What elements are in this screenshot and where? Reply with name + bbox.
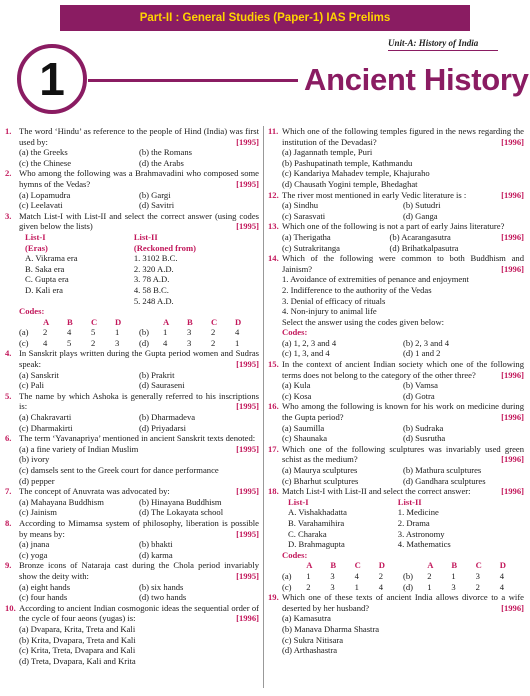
year-tag: [1995]: [236, 178, 259, 189]
codes-cell: (a): [282, 570, 292, 581]
option-b: (b) Hinayana Buddhism: [139, 496, 222, 507]
codes-label: Codes:: [19, 306, 45, 317]
year-tag: [1995]: [236, 443, 259, 454]
option-d: (d) Gandhara sculptures: [403, 475, 486, 486]
codes-cell: C: [354, 560, 361, 571]
question-text: Match List-I with List-II and select the correct answer:: [282, 486, 471, 497]
list-item: B. Varahamihira: [288, 517, 345, 528]
match-lists: [268, 497, 524, 550]
options: [5, 147, 259, 168]
option-a: (a) Kula: [282, 380, 311, 391]
year-tag: [1996]: [501, 136, 524, 147]
question-text: Which one of the following is not a part of early Jains literature?: [282, 221, 505, 232]
list-item: 3. Astronomy: [397, 528, 445, 539]
codes-cell: 2: [91, 337, 96, 348]
codes-cell: [282, 560, 306, 571]
year-tag: [1996]: [501, 369, 524, 380]
question-text: Who among the following was a Brahmavadini who composed some hymns of the Vedas?: [19, 168, 259, 189]
options: [5, 412, 259, 433]
list-item: D. Brahmagupta: [288, 539, 345, 550]
left-column: [5, 126, 259, 666]
option-a: (a) Kamasutra: [282, 613, 331, 624]
option-b: (b) Acarangasutra: [389, 231, 451, 242]
option-b: (b) six hands: [139, 581, 184, 592]
options: [268, 338, 524, 359]
list-1: [25, 232, 134, 306]
option-a: (a) jnana: [19, 539, 50, 550]
option-c: (c) Krita, Treta, Dvapara and Kali: [19, 645, 136, 656]
statement-item: 1. Avoidance of extremities of penance and enjoyment: [282, 274, 469, 285]
options: [268, 380, 524, 401]
question-number: 14.: [268, 253, 279, 264]
codes-cell: 2: [427, 570, 432, 581]
codes-cell: 2: [306, 581, 311, 592]
question-17: [268, 444, 524, 465]
codes-cell: 1: [306, 570, 311, 581]
option-a: (a) eight hands: [19, 581, 71, 592]
options: [5, 370, 259, 391]
question-number: 15.: [268, 359, 279, 370]
option-a: (a) Sindhu: [282, 200, 319, 211]
question-text: The river most mentioned in early Vedic literature is :: [282, 189, 467, 200]
option-a: (a) Lopamudra: [19, 189, 71, 200]
question-number: 17.: [268, 443, 279, 454]
list-item: 4. Mathematics: [397, 539, 451, 550]
codes-cell: 3: [187, 337, 192, 348]
codes-label: Codes:: [282, 327, 308, 338]
codes-cell: C: [91, 316, 98, 327]
option-d: (d) 1 and 2: [403, 348, 441, 359]
codes-cell: 4: [499, 581, 505, 592]
option-d: (d) Treta, Dvapara, Kali and Krita: [19, 655, 136, 666]
option-b: (b) Vamsa: [403, 380, 438, 391]
option-c: (c) the Chinese: [19, 157, 72, 168]
question-15: [268, 359, 524, 380]
question-text: The term ‘Yavanapriya’ mentioned in ancient Sanskrit texts denoted:: [19, 433, 256, 444]
option-b: (b) Mathura sculptures: [403, 465, 482, 475]
option-c: (c) Bharhut sculptures: [282, 475, 359, 486]
question-text: Which one of the following temples figured in the news regarding the institution of the Devadasi?: [282, 126, 524, 147]
question-number: 1.: [5, 126, 12, 136]
question-8: [5, 518, 259, 539]
codes-cell: B: [451, 560, 458, 571]
option-d: (d) two hands: [139, 592, 187, 603]
options: [5, 539, 259, 560]
chapter-title: Ancient History: [304, 62, 529, 97]
codes-cell: 4: [163, 337, 168, 348]
option-b: (b) ivory: [19, 454, 50, 465]
year-tag: [1995]: [236, 401, 259, 412]
question-number: 19.: [268, 592, 279, 603]
codes-cell: 2: [43, 327, 48, 338]
codes-cell: (b): [139, 327, 150, 338]
codes-cell: [19, 317, 43, 328]
codes-cell: 2: [378, 570, 384, 581]
options: [268, 200, 524, 221]
codes-cell: 2: [211, 327, 216, 338]
codes-cell: 1: [451, 570, 456, 581]
codes-cell: A: [427, 560, 434, 571]
codes-cell: D: [499, 560, 507, 571]
list-item: 5. 248 A.D.: [133, 295, 174, 306]
question-3: [5, 211, 259, 232]
option-b: (b) Gargi: [139, 189, 171, 200]
option-c: (c) Kandariya Mahadev temple, Khajuraho: [282, 168, 430, 179]
question-text: The concept of Anuvrata was advocated by:: [19, 486, 170, 497]
option-d: (d) Arthashastra: [282, 645, 338, 656]
year-tag: [1995]: [236, 486, 259, 497]
list-item: C. Charaka: [288, 528, 327, 539]
year-tag: [1996]: [501, 189, 524, 200]
question-text: Which one of these texts of ancient India allows divorce to a wife deserted by her husband?: [282, 592, 524, 613]
codes-cell: D: [115, 316, 122, 327]
option-b: (b) Sutudri: [403, 200, 441, 211]
codes-cell: A: [306, 560, 313, 571]
year-tag: [1995]: [236, 136, 259, 147]
codes-cell: [403, 560, 427, 571]
option-c: (c) Shaunaka: [282, 433, 328, 444]
question-12: [268, 190, 524, 201]
codes-cell: 4: [499, 570, 505, 581]
question-text: Which one of the following sculptures was invariably used green schist as the medium?: [282, 443, 524, 465]
options: [268, 423, 524, 444]
codes-cell: 3: [330, 581, 335, 592]
list-item: 1. Medicine: [397, 507, 439, 518]
year-tag: [1996]: [501, 231, 524, 242]
question-14: [268, 253, 524, 274]
question-1: [5, 126, 259, 147]
question-text: The name by which Ashoka is generally referred to his inscriptions is:: [19, 390, 259, 412]
codes-cell: 4: [43, 337, 48, 348]
chapter-rule: [88, 79, 298, 82]
list-item: 1. 3102 B.C.: [133, 253, 178, 264]
question-text: Who among the following is known for his work on medicine during the Gupta period?: [282, 401, 524, 423]
option-d: (d) Priyadarsi: [139, 422, 187, 433]
options: [5, 190, 259, 211]
list-2-heading: List-II: [133, 231, 158, 242]
options: [268, 465, 524, 486]
codes-cell: C: [475, 560, 482, 571]
options: [5, 497, 259, 518]
codes-cell: 4: [378, 581, 384, 592]
statement-item: 2. Indifference to the authority of the Vedas: [282, 284, 432, 295]
option-c: (c) Leelavati: [19, 200, 63, 211]
unit-label: Unit-A: History of India: [388, 38, 479, 48]
right-column: [268, 126, 524, 656]
option-b: (b) the Romans: [139, 147, 192, 158]
codes-cell: 3: [475, 570, 480, 581]
option-b: (b) 2, 3 and 4: [403, 337, 450, 348]
option-c: (c) damsels sent to the Greek court for dance performance: [19, 465, 219, 475]
question-number: 13.: [268, 221, 279, 232]
list-2-heading: List-II: [397, 496, 422, 507]
question-16: [268, 401, 524, 422]
option-c: (c) Pali: [19, 380, 45, 391]
column-divider: [263, 126, 264, 688]
option-d: (d) Brihatkalpasutra: [389, 242, 459, 253]
codes-cell: 1: [163, 327, 168, 338]
codes-cell: 5: [67, 337, 72, 348]
codes-cell: [139, 317, 163, 328]
question-5: [5, 391, 259, 412]
question-text: The word ‘Hindu’ as reference to the people of Hind (India) was first used by:: [19, 126, 259, 147]
question-19: [268, 592, 524, 613]
codes-cell: 1: [115, 327, 120, 338]
codes-cell: B: [67, 316, 73, 327]
option-c: (c) four hands: [19, 592, 68, 603]
list-item: 3. 78 A.D.: [133, 274, 170, 285]
codes-cell: 1: [235, 337, 240, 348]
options: [268, 232, 497, 253]
option-d: (d) Sauraseni: [139, 380, 185, 391]
question-text: In Sanskrit plays written during the Gupta period women and Sudras speak:: [19, 348, 259, 370]
list-item: B. Saka era: [25, 263, 65, 274]
option-a: (a) Saumilla: [282, 422, 325, 433]
codes-cell: 3: [187, 327, 192, 338]
option-b: (b) Prakrit: [139, 369, 175, 380]
option-c: (c) Sukra Nitisara: [282, 634, 344, 645]
question-text: Bronze icons of Nataraja cast during the Chola period invariably show the deity with:: [19, 560, 259, 581]
question-number: 4.: [5, 348, 12, 359]
question-number: 5.: [5, 390, 12, 401]
question-number: 18.: [268, 486, 279, 497]
question-text: Match List-I with List-II and select the correct answer (using codes given below the lists): [19, 210, 259, 232]
year-tag: [1996]: [501, 486, 524, 497]
year-tag: [1995]: [236, 570, 259, 581]
question-text: According to ancient Indian cosmogonic ideas the sequential order of the cycle of four aeons (yugas) is:: [19, 602, 259, 624]
list-item: A. Vikrama era: [25, 253, 78, 264]
option-c: (c) Jainism: [19, 507, 57, 518]
match-lists: [5, 232, 259, 306]
list-1-subheading: (Eras): [25, 242, 48, 253]
question-number: 12.: [268, 189, 279, 200]
option-d: (d) Ganga: [403, 210, 438, 221]
option-b: (b) Krita, Dvapara, Treta and Kali: [19, 634, 136, 645]
list-item: 4. 58 B.C.: [133, 284, 169, 295]
year-tag: [1995]: [236, 221, 259, 232]
codes-cell: A: [163, 316, 170, 327]
option-a: (a) Sanskrit: [19, 369, 59, 380]
question-number: 16.: [268, 401, 279, 412]
option-b: (b) Sudraka: [403, 422, 444, 433]
codes-cell: 1: [354, 581, 359, 592]
codes-cell: (c): [282, 581, 292, 592]
codes-cell: (d): [139, 337, 150, 348]
question-text: According to Mimamsa system of philosophy, liberation is possible by means by:: [19, 517, 259, 539]
codes-cell: 4: [67, 327, 72, 338]
codes-cell: 4: [354, 570, 359, 581]
list-1-heading: List-I: [288, 496, 309, 507]
option-a: (a) a fine variety of Indian Muslim: [19, 443, 139, 454]
instruction-text: Select the answer using the codes given below:: [282, 316, 445, 327]
option-b: (b) Manava Dharma Shastra: [282, 623, 380, 634]
statement-item: 3. Denial of efficacy of rituals: [282, 295, 386, 306]
list-item: D. Kali era: [25, 284, 63, 295]
list-1: [288, 497, 398, 550]
codes-table: [268, 560, 524, 592]
codes-cell: B: [187, 316, 193, 327]
chapter-number-badge: 1: [17, 44, 87, 114]
question-number: 9.: [5, 560, 12, 571]
year-tag: [1996]: [501, 602, 524, 613]
list-item: C. Gupta era: [25, 274, 69, 285]
codes-label: Codes:: [282, 549, 308, 560]
option-a: (a) the Greeks: [19, 147, 68, 158]
year-tag: [1996]: [501, 412, 524, 423]
question-number: 2.: [5, 168, 12, 179]
question-number: 3.: [5, 210, 12, 221]
question-2: [5, 168, 259, 189]
question-number: 11.: [268, 126, 279, 136]
options: [5, 582, 259, 603]
question-text: Which of the following were common to both Buddhism and Jainism?: [282, 253, 524, 274]
question-18: [268, 486, 524, 497]
option-a: (a) Therigatha: [282, 231, 331, 242]
codes-cell: A: [43, 316, 50, 327]
statement-item: 4. Non-injury to animal life: [282, 306, 377, 317]
codes-cell: 3: [115, 337, 120, 348]
option-d: (d) Chausath Yogini temple, Bhedaghat: [282, 178, 418, 189]
question-11: [268, 126, 524, 147]
list-2: [134, 232, 259, 306]
question-7: [5, 486, 259, 497]
option-d: (d) Savitri: [139, 200, 175, 211]
option-c: (c) Dharmakirti: [19, 422, 73, 433]
codes-cell: 5: [91, 327, 96, 338]
codes-cell: B: [330, 560, 337, 571]
option-c: (c) Kosa: [282, 390, 312, 401]
option-a: (a) Dvapara, Krita, Treta and Kali: [19, 623, 136, 634]
codes-cell: 4: [235, 327, 240, 338]
option-a: (a) Jagannath temple, Puri: [282, 147, 373, 158]
codes-cell: (d): [403, 581, 414, 592]
option-d: (d) the Arabs: [139, 157, 184, 168]
codes-cell: C: [211, 316, 218, 327]
codes-cell: 2: [475, 581, 480, 592]
codes-cell: 3: [330, 570, 335, 581]
option-b: (b) Pashupatinath temple, Kathmandu: [282, 157, 413, 168]
question-number: 8.: [5, 517, 12, 528]
year-tag: [1996]: [501, 263, 524, 274]
option-d: (d) pepper: [19, 475, 55, 486]
question-number: 7.: [5, 486, 12, 497]
year-tag: [1996]: [236, 613, 259, 624]
year-tag: [1996]: [501, 454, 524, 465]
option-b: (b) bhakti: [139, 539, 173, 550]
option-a: (a) Maurya sculptures: [282, 465, 358, 475]
list-item: 2. Drama: [397, 517, 430, 528]
option-a: (a) Mahayana Buddhism: [19, 496, 104, 507]
codes-cell: 3: [451, 581, 456, 592]
list-2-subheading: (Reckoned from): [133, 242, 196, 253]
option-c: (c) 1, 3, and 4: [282, 348, 330, 359]
option-b: (b) Dharmadeva: [139, 412, 196, 423]
question-10: [5, 603, 259, 624]
question-9: [5, 560, 259, 581]
list-1-heading: List-I: [25, 231, 46, 242]
option-c: (c) yoga: [19, 549, 48, 560]
option-d: (d) Susrutha: [403, 433, 446, 444]
codes-cell: (c): [19, 337, 29, 348]
list-item: A. Vishakhadatta: [288, 507, 347, 518]
year-tag: [1995]: [236, 528, 259, 539]
question-4: [5, 348, 259, 369]
option-c: (c) Sarasvati: [282, 210, 326, 221]
option-a: (a) Chakravarti: [19, 412, 72, 423]
codes-cell: (b): [403, 570, 414, 581]
list-item: 2. 320 A.D.: [133, 263, 174, 274]
codes-cell: 1: [427, 581, 432, 592]
question-number: 6.: [5, 433, 12, 444]
option-d: (d) Gotra: [403, 390, 435, 401]
year-tag: [1995]: [236, 359, 259, 370]
codes-cell: D: [378, 560, 386, 571]
question-number: 10.: [5, 602, 16, 613]
list-2: [398, 497, 524, 550]
codes-cell: 2: [211, 337, 216, 348]
option-a: (a) 1, 2, 3 and 4: [282, 337, 337, 348]
option-d: (d) karma: [139, 549, 173, 560]
codes-table: [5, 317, 259, 349]
option-c: (c) Sutrakritanga: [282, 242, 340, 253]
codes-cell: D: [235, 316, 242, 327]
option-d: (d) The Lokayata school: [139, 507, 224, 518]
question-text: In the context of ancient Indian society which one of the following terms does not belong to the category of the other three?: [282, 359, 524, 380]
unit-underline: [388, 50, 498, 51]
codes-cell: (a): [19, 327, 29, 338]
section-banner: Part-II : General Studies (Paper-1) IAS Prelims: [60, 5, 470, 31]
